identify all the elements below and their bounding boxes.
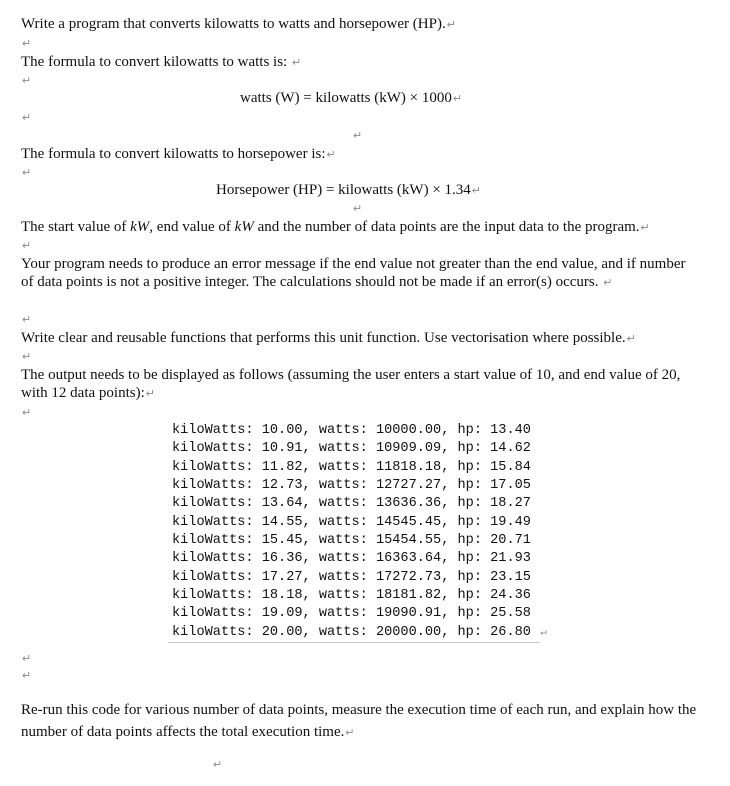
empty-paragraph [21,34,31,53]
paragraph-mark-icon: ↵ [22,653,32,665]
code-line: kiloWatts: 17.27, watts: 17272.73, hp: 23.15 [172,569,531,585]
empty-paragraph [21,236,31,255]
output-paragraph: The output needs to be displayed as follows (assuming the user enters a start value of 10, and end value of 20, with 12 data points):↵ [21,367,681,401]
intro-paragraph: Write a program that converts kilowatts to watts and horsepower (HP).↵ [21,16,456,32]
empty-paragraph [21,71,31,90]
functions-paragraph: Write clear and reusable functions that performs this unit function. Use vectorisation where possible.↵ [21,330,636,346]
paragraph-mark-icon: ↵ [22,240,32,252]
formula1-intro: The formula to convert kilowatts to watts is: ↵ [21,54,302,70]
code-line: kiloWatts: 18.18, watts: 18181.82, hp: 24.36 [172,588,531,604]
empty-paragraph [352,126,362,145]
error-paragraph: Your program needs to produce an error message if the end value not greater than the end value, and if number of data points is not a positive integer. The calculations should not be made if an error(s) occurs. ↵ [21,256,686,290]
code-line: kiloWatts: 19.09, watts: 19090.91, hp: 25.58 [172,606,531,622]
paragraph-mark-icon: ↵ [22,314,32,326]
code-line: kiloWatts: 10.00, watts: 10000.00, hp: 13.40 [172,423,531,438]
empty-paragraph [352,199,362,218]
empty-paragraph [21,108,31,127]
code-line: kiloWatts: 10.91, watts: 10909.09, hp: 14.62 [172,441,531,457]
paragraph-mark-icon: ↵ [145,388,155,400]
paragraph-mark-icon: ↵ [326,149,336,161]
empty-paragraph [212,755,222,774]
input-paragraph: The start value of kW, end value of kW and the number of data points are the input data to the program.↵ [21,219,650,235]
paragraph-mark-icon: ↵ [345,727,355,739]
code-line: kiloWatts: 20.00, watts: 20000.00, hp: 26.80 ↵ [172,624,547,640]
paragraph-mark-icon: ↵ [446,19,456,31]
formula2-intro: The formula to convert kilowatts to horsepower is:↵ [21,146,336,162]
paragraph-mark-icon: ↵ [603,277,613,289]
paragraph-mark-icon: ↵ [22,167,32,179]
code-line: kiloWatts: 13.64, watts: 13636.36, hp: 18.27 [172,496,531,512]
paragraph-mark-icon: ↵ [22,75,32,87]
empty-paragraph [21,347,31,366]
paragraph-mark-icon: ↵ [640,222,650,234]
formula2: Horsepower (HP) = kilowatts (kW) × 1.34↵ [216,182,482,198]
paragraph-mark-icon: ↵ [22,38,32,50]
code-output-block [172,422,547,642]
code-line: kiloWatts: 12.73, watts: 12727.27, hp: 17.05 [172,478,531,494]
code-line: kiloWatts: 16.36, watts: 16363.64, hp: 21.93 [172,551,531,567]
paragraph-mark-icon: ↵ [22,351,32,363]
code-line: kiloWatts: 15.45, watts: 15454.55, hp: 20.71 [172,533,531,549]
code-block-border [168,642,540,643]
paragraph-mark-icon: ↵ [626,333,636,345]
paragraph-mark-icon: ↵ [353,130,363,142]
paragraph-mark-icon: ↵ [540,626,547,639]
paragraph-mark-icon: ↵ [452,93,463,105]
paragraph-mark-icon: ↵ [22,670,32,682]
empty-paragraph [21,310,31,329]
empty-paragraph [21,403,31,422]
rerun-paragraph: Re-run this code for various number of data points, measure the execution time of each run, and explain how the number of data points affects the total execution time.↵ [21,702,697,740]
paragraph-mark-icon: ↵ [291,57,302,69]
empty-paragraph [21,163,31,182]
formula1: watts (W) = kilowatts (kW) × 1000↵ [240,90,463,106]
paragraph-mark-icon: ↵ [22,407,32,419]
paragraph-mark-icon: ↵ [213,759,223,771]
empty-paragraph [21,666,31,685]
paragraph-mark-icon: ↵ [353,203,363,215]
code-line: kiloWatts: 14.55, watts: 14545.45, hp: 19.49 [172,514,531,530]
paragraph-mark-icon: ↵ [471,185,482,197]
paragraph-mark-icon: ↵ [22,112,32,124]
code-line: kiloWatts: 11.82, watts: 11818.18, hp: 15.84 [172,459,531,475]
